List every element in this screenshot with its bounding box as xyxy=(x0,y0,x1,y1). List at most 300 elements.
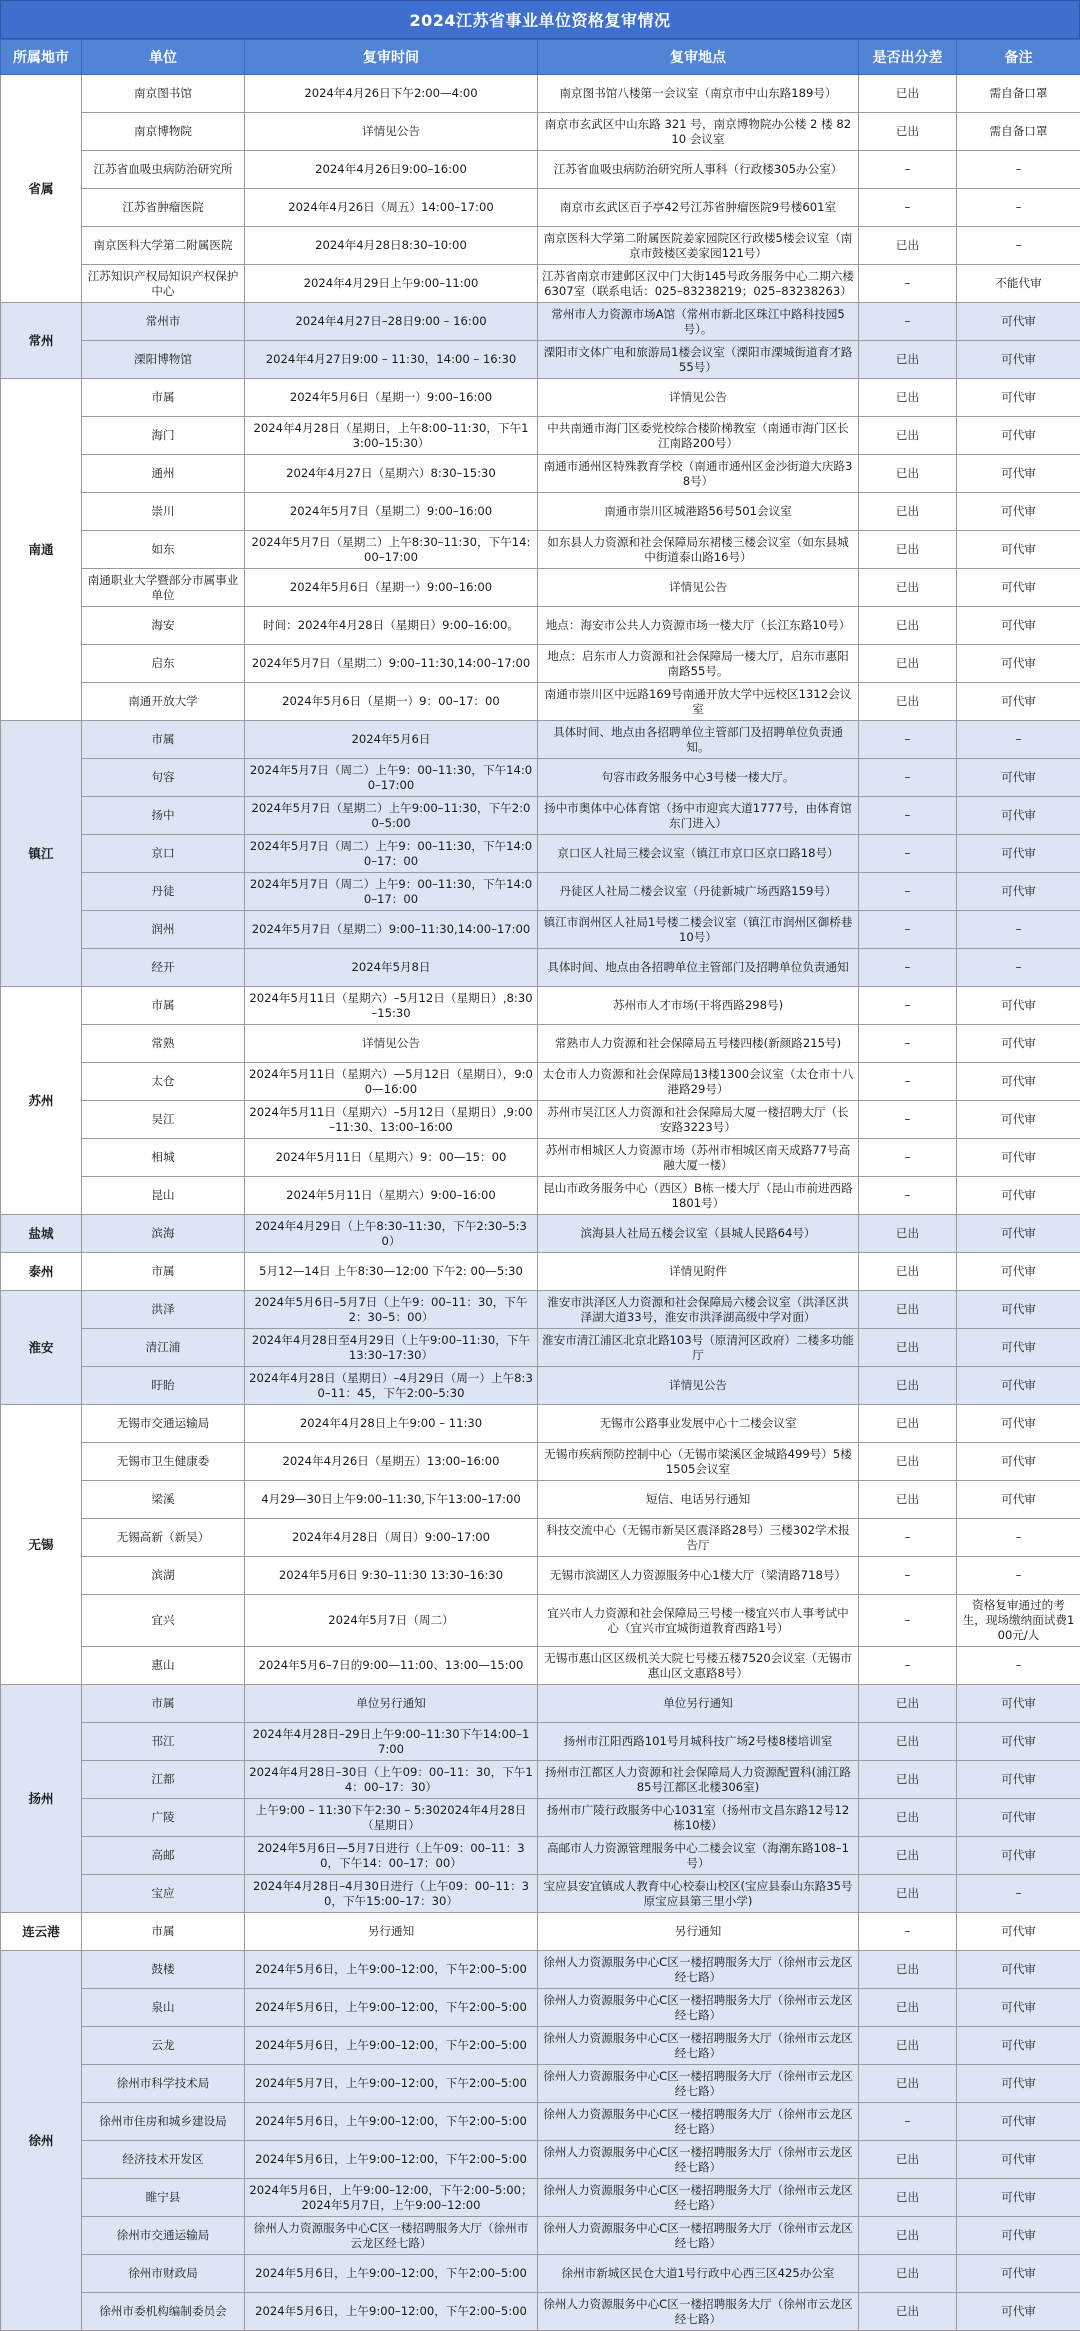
time-cell: 2024年4月28日8:30–10:00 xyxy=(245,227,538,265)
table-row xyxy=(1,1723,1080,1761)
unit-cell: 崇川 xyxy=(82,493,245,531)
place-cell: 单位另行通知 xyxy=(538,1685,859,1723)
unit-cell: 润州 xyxy=(82,911,245,949)
place-cell: 南通市通州区特殊教育学校（南通市通州区金沙街道大庆路38号） xyxy=(538,455,859,493)
diff-cell: 已出 xyxy=(859,455,957,493)
table-row xyxy=(1,1177,1080,1215)
time-cell: 2024年4月28日至4月29日（上午9:00–11:30，下午13:30–17:30） xyxy=(245,1329,538,1367)
diff-cell: 已出 xyxy=(859,493,957,531)
time-cell: 2024年4月26日下午2:00—4:00 xyxy=(245,75,538,113)
place-cell: 南通市崇川区中远路169号南通开放大学中远校区1312会议室 xyxy=(538,683,859,721)
table-row xyxy=(1,1647,1080,1685)
note-cell: 可代审 xyxy=(957,1139,1080,1177)
place-cell: 高邮市人力资源管理服务中心二楼会议室（海潮东路108–1号） xyxy=(538,1837,859,1875)
time-cell: 2024年5月6日，上午9:00–12:00，下午2:00–5:00；2024年5月7日，上午9:00–12:00 xyxy=(245,2179,538,2217)
diff-cell: 已出 xyxy=(859,1215,957,1253)
table-row xyxy=(1,2065,1080,2103)
table-row xyxy=(1,1329,1080,1367)
table-row xyxy=(1,189,1080,227)
unit-cell: 通州 xyxy=(82,455,245,493)
note-cell: – xyxy=(957,227,1080,265)
unit-cell: 徐州市财政局 xyxy=(82,2255,245,2293)
place-cell: 徐州市新城区民仓大道1号行政中心西三区425办公室 xyxy=(538,2255,859,2293)
place-cell: 短信、电话另行通知 xyxy=(538,1481,859,1519)
place-cell: 无锡市公路事业发展中心十二楼会议室 xyxy=(538,1405,859,1443)
unit-cell: 云龙 xyxy=(82,2027,245,2065)
note-cell: – xyxy=(957,189,1080,227)
diff-cell: – xyxy=(859,2103,957,2141)
table-row xyxy=(1,1367,1080,1405)
unit-cell: 太仓 xyxy=(82,1063,245,1101)
time-cell: 2024年5月6日 9:30–11:30 13:30–16:30 xyxy=(245,1557,538,1595)
time-cell: 2024年5月7日，上午9:00–12:00，下午2:00–5:00 xyxy=(245,2065,538,2103)
diff-cell: 已出 xyxy=(859,2179,957,2217)
table-row xyxy=(1,493,1080,531)
diff-cell: 已出 xyxy=(859,1405,957,1443)
note-cell: – xyxy=(957,1647,1080,1685)
place-cell: 丹徒区人社局二楼会议室（丹徒新城广场西路159号） xyxy=(538,873,859,911)
place-cell: 常熟市人力资源和社会保障局五号楼四楼(新颜路215号) xyxy=(538,1025,859,1063)
unit-cell: 邗江 xyxy=(82,1723,245,1761)
unit-cell: 广陵 xyxy=(82,1799,245,1837)
table-row xyxy=(1,379,1080,417)
place-cell: 句容市政务服务中心3号楼一楼大厅。 xyxy=(538,759,859,797)
unit-cell: 南通职业大学暨部分市属事业单位 xyxy=(82,569,245,607)
place-cell: 太仓市人力资源和社会保障局13楼1300会议室（太仓市十八港路29号） xyxy=(538,1063,859,1101)
unit-cell: 市属 xyxy=(82,721,245,759)
time-cell: 详情见公告 xyxy=(245,1025,538,1063)
table-row xyxy=(1,1063,1080,1101)
time-cell: 5月12—14日 上午8:30—12:00 下午2: 00—5:30 xyxy=(245,1253,538,1291)
unit-cell: 南通开放大学 xyxy=(82,683,245,721)
diff-cell: 已出 xyxy=(859,2255,957,2293)
note-cell: 可代审 xyxy=(957,1215,1080,1253)
note-cell: 可代审 xyxy=(957,417,1080,455)
place-cell: 徐州人力资源服务中心C区一楼招聘服务大厅（徐州市云龙区经七路） xyxy=(538,2179,859,2217)
diff-cell: 已出 xyxy=(859,1761,957,1799)
unit-cell: 京口 xyxy=(82,835,245,873)
note-cell: 可代审 xyxy=(957,683,1080,721)
unit-cell: 无锡市卫生健康委 xyxy=(82,1443,245,1481)
time-cell: 2024年5月11日（星期六）9：00—15：00 xyxy=(245,1139,538,1177)
place-cell: 扬州市江都区人力资源和社会保障局人力资源配置科(浦江路85号江都区北楼306室) xyxy=(538,1761,859,1799)
diff-cell: 已出 xyxy=(859,2141,957,2179)
time-cell: 2024年5月6日 xyxy=(245,721,538,759)
diff-cell: 已出 xyxy=(859,1875,957,1913)
note-cell: – xyxy=(957,151,1080,189)
diff-cell: 已出 xyxy=(859,341,957,379)
diff-cell: 已出 xyxy=(859,1837,957,1875)
diff-cell: 已出 xyxy=(859,1951,957,1989)
note-cell: 可代审 xyxy=(957,1101,1080,1139)
note-cell: 可代审 xyxy=(957,1253,1080,1291)
note-cell: 可代审 xyxy=(957,835,1080,873)
note-cell: 可代审 xyxy=(957,607,1080,645)
place-cell: 无锡市惠山区区级机关大院七号楼五楼7520会议室（无锡市惠山区文惠路8号） xyxy=(538,1647,859,1685)
diff-cell: 已出 xyxy=(859,1989,957,2027)
note-cell: 可代审 xyxy=(957,1913,1080,1951)
diff-cell: – xyxy=(859,721,957,759)
unit-cell: 昆山 xyxy=(82,1177,245,1215)
table-row xyxy=(1,2179,1080,2217)
unit-cell: 惠山 xyxy=(82,1647,245,1685)
table-row xyxy=(1,2027,1080,2065)
unit-cell: 海门 xyxy=(82,417,245,455)
time-cell: 单位另行通知 xyxy=(245,1685,538,1723)
note-cell: 可代审 xyxy=(957,1443,1080,1481)
place-cell: 徐州人力资源服务中心C区一楼招聘服务大厅（徐州市云龙区经七路） xyxy=(538,1989,859,2027)
unit-cell: 南京博物院 xyxy=(82,113,245,151)
note-cell: 可代审 xyxy=(957,1405,1080,1443)
city-cell: 扬州 xyxy=(1,1685,82,1913)
table-row xyxy=(1,341,1080,379)
time-cell: 4月29—30日上午9:00–11:30,下午13:00–17:00 xyxy=(245,1481,538,1519)
header-unit: 单位 xyxy=(82,40,245,75)
time-cell: 2024年5月7日（星期二）上午8:30–11:30，下午14:00–17:00 xyxy=(245,531,538,569)
note-cell: 可代审 xyxy=(957,1177,1080,1215)
table-row xyxy=(1,1481,1080,1519)
place-cell: 镇江市润州区人社局1号楼二楼会议室（镇江市润州区御桥巷10号） xyxy=(538,911,859,949)
place-cell: 徐州人力资源服务中心C区一楼招聘服务大厅（徐州市云龙区经七路） xyxy=(538,2217,859,2255)
table-row xyxy=(1,1685,1080,1723)
diff-cell: 已出 xyxy=(859,1443,957,1481)
diff-cell: – xyxy=(859,1557,957,1595)
place-cell: 中共南通市海门区委党校综合楼阶梯教室（南通市海门区长江南路200号） xyxy=(538,417,859,455)
time-cell: 2024年4月26日（星期五）13:00–16:00 xyxy=(245,1443,538,1481)
unit-cell: 经济技术开发区 xyxy=(82,2141,245,2179)
note-cell: – xyxy=(957,1875,1080,1913)
table-row xyxy=(1,1761,1080,1799)
table-row xyxy=(1,1253,1080,1291)
table-row xyxy=(1,2217,1080,2255)
unit-cell: 鼓楼 xyxy=(82,1951,245,1989)
note-cell: 可代审 xyxy=(957,2293,1080,2331)
place-cell: 徐州人力资源服务中心C区一楼招聘服务大厅（徐州市云龙区经七路） xyxy=(538,1951,859,1989)
note-cell: 可代审 xyxy=(957,2103,1080,2141)
time-cell: 2024年5月6–7日的9:00—11:00、13:00—15:00 xyxy=(245,1647,538,1685)
place-cell: 昆山市政务服务中心（西区）B栋一楼大厅（昆山市前进西路1801号） xyxy=(538,1177,859,1215)
table-row xyxy=(1,987,1080,1025)
table-row xyxy=(1,1101,1080,1139)
time-cell: 2024年4月27日（星期六）8:30–15:30 xyxy=(245,455,538,493)
note-cell: 可代审 xyxy=(957,987,1080,1025)
table-row xyxy=(1,645,1080,683)
time-cell: 2024年5月6日–5月7日（上午9：00–11：30，下午2：30–5：00） xyxy=(245,1291,538,1329)
diff-cell: 已出 xyxy=(859,75,957,113)
diff-cell: – xyxy=(859,189,957,227)
diff-cell: 已出 xyxy=(859,531,957,569)
diff-cell: – xyxy=(859,1063,957,1101)
place-cell: 宝应县安宜镇成人教育中心校泰山校区(宝应县泰山东路35号原宝应县第三里小学) xyxy=(538,1875,859,1913)
note-cell: 可代审 xyxy=(957,2065,1080,2103)
time-cell: 2024年4月28日上午9:00 – 11:30 xyxy=(245,1405,538,1443)
time-cell: 2024年5月8日 xyxy=(245,949,538,987)
header-row xyxy=(1,40,1080,75)
city-cell: 无锡 xyxy=(1,1405,82,1685)
unit-cell: 徐州市交通运输局 xyxy=(82,2217,245,2255)
unit-cell: 江苏省肿瘤医院 xyxy=(82,189,245,227)
table-row xyxy=(1,607,1080,645)
table-row xyxy=(1,227,1080,265)
diff-cell: 已出 xyxy=(859,607,957,645)
place-cell: 无锡市疾病预防控制中心（无锡市梁溪区金城路499号）5楼1505会议室 xyxy=(538,1443,859,1481)
place-cell: 详情见公告 xyxy=(538,1367,859,1405)
table-row xyxy=(1,873,1080,911)
diff-cell: 已出 xyxy=(859,2065,957,2103)
table-row xyxy=(1,113,1080,151)
table-row xyxy=(1,303,1080,341)
unit-cell: 如东 xyxy=(82,531,245,569)
table-row xyxy=(1,949,1080,987)
place-cell: 无锡市滨湖区人力资源服务中心1楼大厅（梁清路718号） xyxy=(538,1557,859,1595)
note-cell: 可代审 xyxy=(957,2255,1080,2293)
unit-cell: 南京医科大学第二附属医院 xyxy=(82,227,245,265)
time-cell: 2024年4月27日9:00 – 11:30，14:00 – 16:30 xyxy=(245,341,538,379)
note-cell: – xyxy=(957,1519,1080,1557)
diff-cell: – xyxy=(859,835,957,873)
diff-cell: 已出 xyxy=(859,1685,957,1723)
unit-cell: 市属 xyxy=(82,1253,245,1291)
table-row xyxy=(1,1799,1080,1837)
diff-cell: – xyxy=(859,265,957,303)
unit-cell: 市属 xyxy=(82,1913,245,1951)
time-cell: 2024年5月6日，上午9:00–12:00，下午2:00–5:00 xyxy=(245,2255,538,2293)
note-cell: 可代审 xyxy=(957,1367,1080,1405)
table-row xyxy=(1,1405,1080,1443)
unit-cell: 市属 xyxy=(82,1685,245,1723)
city-cell: 常州 xyxy=(1,303,82,379)
time-cell: 2024年4月28日（星期日）–4月29日（周一）上午8:30–11：45，下午2:00–5:30 xyxy=(245,1367,538,1405)
note-cell: 可代审 xyxy=(957,1329,1080,1367)
note-cell: 可代审 xyxy=(957,1761,1080,1799)
unit-cell: 泉山 xyxy=(82,1989,245,2027)
table-row xyxy=(1,75,1080,113)
unit-cell: 滨湖 xyxy=(82,1557,245,1595)
note-cell: 可代审 xyxy=(957,531,1080,569)
time-cell: 2024年5月11日（星期六）9:00–16:00 xyxy=(245,1177,538,1215)
unit-cell: 高邮 xyxy=(82,1837,245,1875)
time-cell: 2024年5月7日（周二）上午9：00–11:30，下午14:00–17:00 xyxy=(245,759,538,797)
table-row xyxy=(1,835,1080,873)
table-row xyxy=(1,2293,1080,2331)
city-cell: 淮安 xyxy=(1,1291,82,1405)
table-row xyxy=(1,759,1080,797)
diff-cell: – xyxy=(859,151,957,189)
diff-cell: – xyxy=(859,1647,957,1685)
place-cell: 苏州市相城区人力资源市场（苏州市相城区南天成路77号高融大厦一楼） xyxy=(538,1139,859,1177)
place-cell: 苏州市人才市场(干将西路298号) xyxy=(538,987,859,1025)
time-cell: 2024年5月11日（星期六）–5月12日（星期日）,8:30–15:30 xyxy=(245,987,538,1025)
city-cell: 镇江 xyxy=(1,721,82,987)
place-cell: 江苏省血吸虫病防治研究所人事科（行政楼305办公室） xyxy=(538,151,859,189)
table-row xyxy=(1,1557,1080,1595)
table-row xyxy=(1,1951,1080,1989)
diff-cell: 已出 xyxy=(859,1329,957,1367)
time-cell: 2024年5月6日—5月7日进行（上午09：00–11：30，下午14：00–17：00） xyxy=(245,1837,538,1875)
diff-cell: 已出 xyxy=(859,645,957,683)
diff-cell: 已出 xyxy=(859,227,957,265)
diff-cell: 已出 xyxy=(859,569,957,607)
time-cell: 2024年5月6日（星期一）9:00–16:00 xyxy=(245,569,538,607)
unit-cell: 清江浦 xyxy=(82,1329,245,1367)
diff-cell: 已出 xyxy=(859,683,957,721)
diff-cell: – xyxy=(859,797,957,835)
table-row xyxy=(1,683,1080,721)
note-cell: 可代审 xyxy=(957,455,1080,493)
header-city: 所属地市 xyxy=(1,40,82,75)
time-cell: 2024年4月28日–30日（上午09：00–11：30，下午14：00–17：30） xyxy=(245,1761,538,1799)
note-cell: 可代审 xyxy=(957,1481,1080,1519)
note-cell: 需自备口罩 xyxy=(957,75,1080,113)
diff-cell: 已出 xyxy=(859,1799,957,1837)
place-cell: 徐州人力资源服务中心C区一楼招聘服务大厅（徐州市云龙区经七路） xyxy=(538,2293,859,2331)
diff-cell: 已出 xyxy=(859,2217,957,2255)
note-cell: 可代审 xyxy=(957,303,1080,341)
note-cell: 需自备口罩 xyxy=(957,113,1080,151)
place-cell: 徐州人力资源服务中心C区一楼招聘服务大厅（徐州市云龙区经七路） xyxy=(538,2103,859,2141)
note-cell: 可代审 xyxy=(957,569,1080,607)
place-cell: 扬州市广陵行政服务中心1031室（扬州市文昌东路12号12栋10楼） xyxy=(538,1799,859,1837)
diff-cell: – xyxy=(859,1913,957,1951)
note-cell: 可代审 xyxy=(957,493,1080,531)
diff-cell: 已出 xyxy=(859,2027,957,2065)
city-cell: 苏州 xyxy=(1,987,82,1215)
place-cell: 科技交流中心（无锡市新吴区震泽路28号）三楼302学术报告厅 xyxy=(538,1519,859,1557)
unit-cell: 常州市 xyxy=(82,303,245,341)
place-cell: 详情见公告 xyxy=(538,379,859,417)
note-cell: 可代审 xyxy=(957,1291,1080,1329)
time-cell: 2024年5月6日，上午9:00–12:00，下午2:00–5:00 xyxy=(245,1951,538,1989)
note-cell: 可代审 xyxy=(957,873,1080,911)
diff-cell: – xyxy=(859,303,957,341)
note-cell: 可代审 xyxy=(957,759,1080,797)
note-cell: 可代审 xyxy=(957,2141,1080,2179)
note-cell: – xyxy=(957,911,1080,949)
place-cell: 扬州市江阳西路101号月城科技广场2号楼8楼培训室 xyxy=(538,1723,859,1761)
table-row xyxy=(1,417,1080,455)
diff-cell: 已出 xyxy=(859,2293,957,2331)
unit-cell: 江苏省血吸虫病防治研究所 xyxy=(82,151,245,189)
time-cell: 2024年4月28日（周日）9:00–17:00 xyxy=(245,1519,538,1557)
unit-cell: 经开 xyxy=(82,949,245,987)
unit-cell: 相城 xyxy=(82,1139,245,1177)
time-cell: 详情见公告 xyxy=(245,113,538,151)
city-cell: 泰州 xyxy=(1,1253,82,1291)
time-cell: 2024年5月6日，上午9:00–12:00，下午2:00–5:00 xyxy=(245,2141,538,2179)
note-cell: 可代审 xyxy=(957,2027,1080,2065)
note-cell: 可代审 xyxy=(957,1837,1080,1875)
place-cell: 地点：海安市公共人力资源市场一楼大厅（长江东路10号） xyxy=(538,607,859,645)
header-time: 复审时间 xyxy=(245,40,538,75)
diff-cell: 已出 xyxy=(859,1253,957,1291)
table-row xyxy=(1,1913,1080,1951)
note-cell: 可代审 xyxy=(957,1025,1080,1063)
unit-cell: 丹徒 xyxy=(82,873,245,911)
unit-cell: 宜兴 xyxy=(82,1595,245,1647)
note-cell: 资格复审通过的考生，现场缴纳面试费100元/人 xyxy=(957,1595,1080,1647)
unit-cell: 宝应 xyxy=(82,1875,245,1913)
table-row xyxy=(1,1025,1080,1063)
time-cell: 上午9:00 – 11:30下午2:30 – 5:302024年4月28日（星期日） xyxy=(245,1799,538,1837)
table-row xyxy=(1,2103,1080,2141)
table-row xyxy=(1,1443,1080,1481)
place-cell: 南京图书馆八楼第一会议室（南京市中山东路189号） xyxy=(538,75,859,113)
unit-cell: 无锡市交通运输局 xyxy=(82,1405,245,1443)
time-cell: 2024年5月11日（星期六）–5月12日（星期日）,9:00–11:30、13:00–16:00 xyxy=(245,1101,538,1139)
diff-cell: 已出 xyxy=(859,1291,957,1329)
time-cell: 2024年5月6日，上午9:00–12:00，下午2:00–5:00 xyxy=(245,1989,538,2027)
table-row xyxy=(1,1519,1080,1557)
page-title: 2024江苏省事业单位资格复审情况 xyxy=(0,0,1080,39)
place-cell: 淮安市洪泽区人力资源和社会保障局六楼会议室（洪泽区洪泽湖大道33号，淮安市洪泽湖高级中学对面） xyxy=(538,1291,859,1329)
place-cell: 徐州人力资源服务中心C区一楼招聘服务大厅（徐州市云龙区经七路） xyxy=(538,2027,859,2065)
time-cell: 2024年4月29日（上午8:30–11:30，下午2:30–5:30） xyxy=(245,1215,538,1253)
note-cell: 可代审 xyxy=(957,1723,1080,1761)
table-row xyxy=(1,1837,1080,1875)
place-cell: 江苏省南京市建邺区汉中门大街145号政务服务中心二期六楼6307室（联系电话：025–83238219；025–83238263） xyxy=(538,265,859,303)
time-cell: 2024年5月11日（星期六）—5月12日（星期日），9:00—16:00 xyxy=(245,1063,538,1101)
diff-cell: 已出 xyxy=(859,1367,957,1405)
time-cell: 2024年5月6日（星期一）9：00–17：00 xyxy=(245,683,538,721)
unit-cell: 扬中 xyxy=(82,797,245,835)
time-cell: 2024年4月26日（周五）14:00–17:00 xyxy=(245,189,538,227)
unit-cell: 无锡高新（新吴） xyxy=(82,1519,245,1557)
unit-cell: 海安 xyxy=(82,607,245,645)
table-row xyxy=(1,265,1080,303)
note-cell: 可代审 xyxy=(957,341,1080,379)
place-cell: 详情见公告 xyxy=(538,569,859,607)
place-cell: 常州市人力资源市场A馆（常州市新北区珠江中路科技园5号）。 xyxy=(538,303,859,341)
note-cell: 可代审 xyxy=(957,1989,1080,2027)
unit-cell: 溧阳博物馆 xyxy=(82,341,245,379)
diff-cell: 已出 xyxy=(859,417,957,455)
time-cell: 2024年4月28日–29日上午9:00–11:30下午14:00–17:00 xyxy=(245,1723,538,1761)
note-cell: 可代审 xyxy=(957,645,1080,683)
table-row xyxy=(1,1875,1080,1913)
table-row xyxy=(1,1595,1080,1647)
note-cell: 可代审 xyxy=(957,379,1080,417)
place-cell: 徐州人力资源服务中心C区一楼招聘服务大厅（徐州市云龙区经七路） xyxy=(538,2065,859,2103)
note-cell: – xyxy=(957,949,1080,987)
city-cell: 徐州 xyxy=(1,1951,82,2331)
unit-cell: 徐州市科学技术局 xyxy=(82,2065,245,2103)
time-cell: 2024年4月28日（星期日，上午8:00–11:30，下午13:00–15:30） xyxy=(245,417,538,455)
table-row xyxy=(1,2141,1080,2179)
time-cell: 2024年5月6日，上午9:00–12:00，下午2:00–5:00 xyxy=(245,2027,538,2065)
diff-cell: – xyxy=(859,911,957,949)
place-cell: 溧阳市文体广电和旅游局1楼会议室（溧阳市溧城街道育才路55号） xyxy=(538,341,859,379)
time-cell: 徐州人力资源服务中心C区一楼招聘服务大厅（徐州市云龙区经七路） xyxy=(245,2217,538,2255)
diff-cell: – xyxy=(859,949,957,987)
time-cell: 2024年5月7日（星期二）9:00–16:00 xyxy=(245,493,538,531)
note-cell: – xyxy=(957,721,1080,759)
note-cell: 不能代审 xyxy=(957,265,1080,303)
review-table xyxy=(0,39,1080,2331)
time-cell: 2024年5月7日（周二） xyxy=(245,1595,538,1647)
table-row xyxy=(1,1291,1080,1329)
table-row xyxy=(1,569,1080,607)
header-diff: 是否出分差 xyxy=(859,40,957,75)
place-cell: 具体时间、地点由各招聘单位主管部门及招聘单位负责通知 xyxy=(538,949,859,987)
place-cell: 南京市玄武区中山东路 321 号，南京博物院办公楼 2 楼 8210 会议室 xyxy=(538,113,859,151)
table-row xyxy=(1,531,1080,569)
unit-cell: 睢宁县 xyxy=(82,2179,245,2217)
place-cell: 地点：启东市人力资源和社会保障局一楼大厅，启东市惠阳南路55号。 xyxy=(538,645,859,683)
note-cell: 可代审 xyxy=(957,2217,1080,2255)
diff-cell: 已出 xyxy=(859,1723,957,1761)
diff-cell: – xyxy=(859,1139,957,1177)
time-cell: 2024年4月29日上午9:00–11:00 xyxy=(245,265,538,303)
